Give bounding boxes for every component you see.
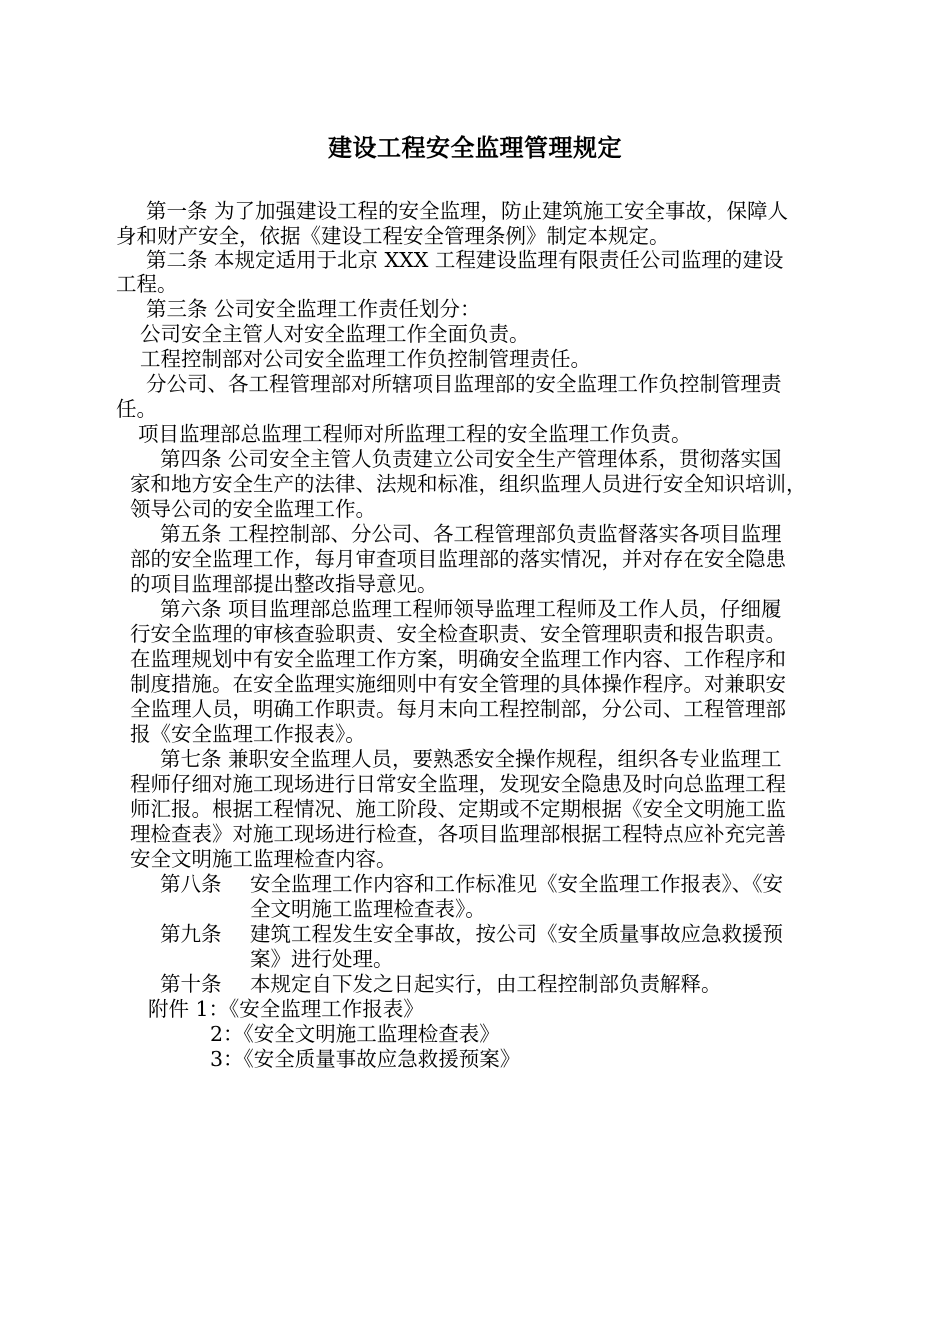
- text-line: 在监理规划中有安全监理工作方案，明确安全监理工作内容、工作程序和: [130, 647, 786, 671]
- text-line: 行安全监理的审核查验职责、安全检查职责、安全管理职责和报告职责。: [130, 622, 786, 646]
- text-line: 第二条 本规定适用于北京 XXX 工程建设监理有限责任公司监理的建设: [146, 248, 784, 272]
- attachment-item: 3：《安全质量事故应急救援预案》: [210, 1047, 521, 1071]
- text-line: 第一条 为了加强建设工程的安全监理，防止建筑施工安全事故，保障人: [146, 199, 789, 223]
- text-line: 安全文明施工监理检查内容。: [130, 847, 397, 871]
- text-line: 任。: [116, 397, 157, 421]
- text-line: 第四条 公司安全主管人负责建立公司安全生产管理体系，贯彻落实国: [160, 447, 782, 471]
- article-text: 案》进行处理。: [250, 947, 394, 971]
- article-label: 第九条: [160, 922, 222, 946]
- text-line: 分公司、各工程管理部对所辖项目监理部的安全监理工作负控制管理责: [146, 372, 782, 396]
- text-line: 师汇报。根据工程情况、施工阶段、定期或不定期根据《安全文明施工监: [130, 797, 786, 821]
- article-label: 第八条: [160, 872, 222, 896]
- text-line: 项目监理部总监理工程师对所监理工程的安全监理工作负责。: [138, 422, 692, 446]
- text-line: 家和地方安全生产的法律、法规和标准，组织监理人员进行安全知识培训，: [130, 472, 807, 496]
- text-line: 部的安全监理工作，每月审查项目监理部的落实情况，并对存在安全隐患: [130, 547, 786, 571]
- article-text: 建筑工程发生安全事故，按公司《安全质量事故应急救援预: [250, 922, 783, 946]
- text-line: 的项目监理部提出整改指导意见。: [130, 572, 438, 596]
- attachment-item: 附件 1：《安全监理工作报表》: [148, 997, 424, 1021]
- text-line: 工程。: [116, 272, 178, 296]
- article-text: 全文明施工监理检查表》。: [250, 897, 486, 921]
- text-line: 身和财产安全，依据《建设工程安全管理条例》制定本规定。: [116, 224, 670, 248]
- text-line: 程师仔细对施工现场进行日常安全监理，发现安全隐患及时向总监理工程: [130, 772, 786, 796]
- text-line: 第七条 兼职安全监理人员，要熟悉安全操作规程，组织各专业监理工: [160, 747, 782, 771]
- article-text: 安全监理工作内容和工作标准见《安全监理工作报表》、《安: [250, 872, 783, 896]
- text-line: 全监理人员，明确工作职责。每月末向工程控制部，分公司、工程管理部: [130, 697, 786, 721]
- article-label: 第十条: [160, 972, 222, 996]
- text-line: 报《安全监理工作报表》。: [130, 722, 366, 746]
- text-line: 第三条 公司安全监理工作责任划分：: [146, 297, 481, 321]
- text-line: 制度措施。在安全监理实施细则中有安全管理的具体操作程序。对兼职安: [130, 672, 786, 696]
- attachment-item: 2：《安全文明施工监理检查表》: [210, 1022, 500, 1046]
- text-line: 第五条 工程控制部、分公司、各工程管理部负责监督落实各项目监理: [160, 522, 782, 546]
- text-line: 公司安全主管人对安全监理工作全面负责。: [140, 322, 530, 346]
- document-title: 建设工程安全监理管理规定: [328, 134, 622, 162]
- article-text: 本规定自下发之日起实行，由工程控制部负责解释。: [250, 972, 722, 996]
- text-line: 工程控制部对公司安全监理工作负控制管理责任。: [140, 347, 591, 371]
- text-line: 第六条 项目监理部总监理工程师领导监理工程师及工作人员，仔细履: [160, 597, 782, 621]
- text-line: 理检查表》对施工现场进行检查，各项目监理部根据工程特点应补充完善: [130, 822, 786, 846]
- text-line: 领导公司的安全监理工作。: [130, 497, 376, 521]
